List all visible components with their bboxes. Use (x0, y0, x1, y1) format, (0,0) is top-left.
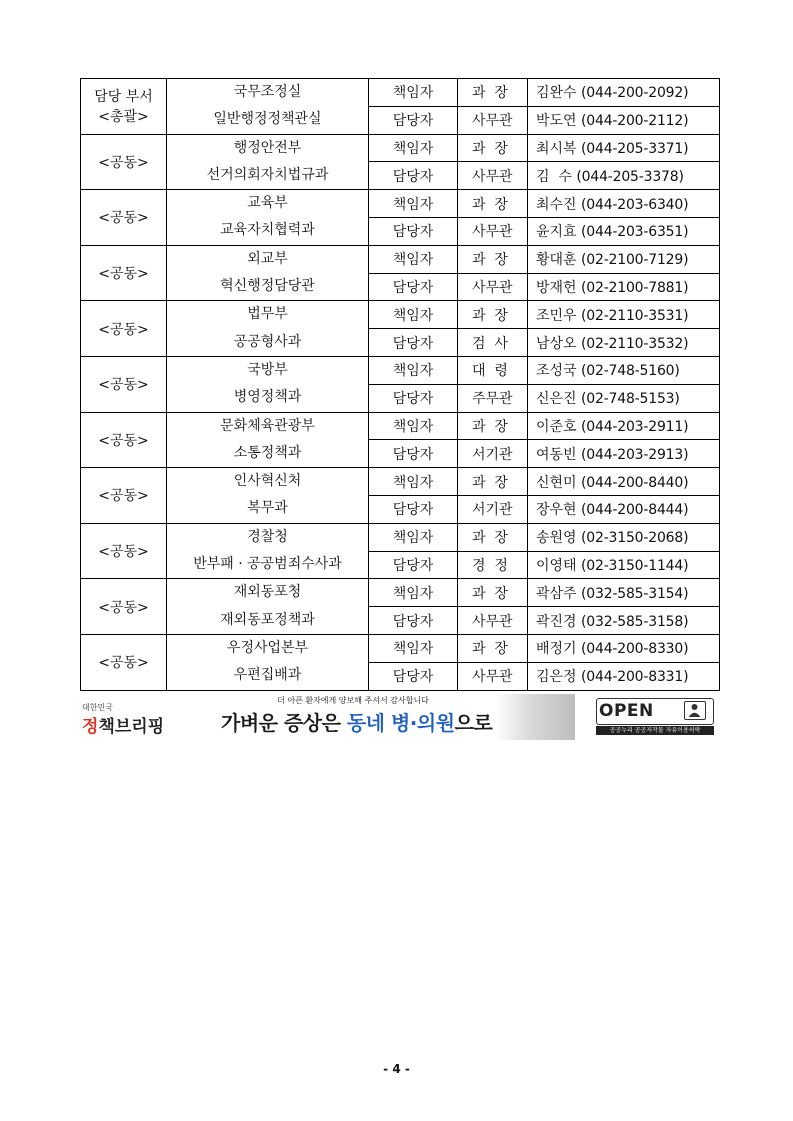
name-phone-cell (528, 106, 720, 134)
table-row (81, 190, 720, 218)
organization-cell (167, 79, 369, 135)
department-cell (81, 356, 167, 412)
contact-name: 신은진 (536, 391, 582, 408)
organization-cell (167, 579, 369, 635)
department-cell (81, 523, 167, 579)
department-cell (81, 412, 167, 468)
organization-line: 공공형사과 (233, 333, 302, 350)
name-phone-cell (528, 356, 720, 384)
name-phone-cell (528, 384, 720, 412)
name-phone-cell (528, 607, 720, 635)
organization-cell (167, 468, 369, 524)
table-row (81, 356, 720, 384)
department-cell (81, 245, 167, 301)
department-line: <공동> (98, 544, 149, 561)
organization-line: 혁신행정담당관 (220, 278, 315, 295)
contact-name: 황대훈 (536, 252, 582, 269)
role-cell: 담당자 (369, 662, 458, 690)
role-cell: 책임자 (369, 356, 458, 384)
contact-phone: (02-748-5160) (581, 363, 680, 380)
organization-cell (167, 412, 369, 468)
department-cell (81, 468, 167, 524)
role-cell: 담당자 (369, 440, 458, 468)
contact-phone: (02-2110-3532) (581, 335, 689, 352)
name-phone-cell (528, 301, 720, 329)
department-line: <총괄> (98, 109, 149, 126)
role-cell: 책임자 (369, 468, 458, 496)
organization-line: 국방부 (247, 361, 288, 378)
role-cell: 담당자 (369, 162, 458, 190)
role-cell: 책임자 (369, 523, 458, 551)
contact-name: 박도연 (536, 113, 582, 130)
contact-name: 남상오 (536, 335, 582, 352)
name-phone-cell (528, 134, 720, 162)
contact-table-body (81, 79, 720, 691)
contact-name: 이준호 (536, 418, 582, 435)
department-line: <공동> (98, 377, 149, 394)
role-cell: 책임자 (369, 190, 458, 218)
table-row (81, 134, 720, 162)
banner-headline: 가벼운 증상은 동네 병·의원으로 (221, 711, 493, 735)
name-phone-cell (528, 79, 720, 107)
contact-name: 김완수 (536, 85, 582, 102)
contact-name: 윤지효 (536, 224, 582, 241)
department-line: <공동> (98, 488, 149, 505)
contact-name: 김은정 (536, 669, 582, 686)
organization-line: 교육자치협력과 (220, 222, 315, 239)
contact-phone: (02-748-5153) (581, 391, 680, 408)
contact-name: 조성국 (536, 363, 582, 380)
organization-line: 교육부 (247, 195, 288, 212)
department-line: <공동> (98, 266, 149, 283)
person-icon (684, 701, 706, 720)
contact-phone: (044-200-2092) (581, 85, 689, 102)
role-cell: 책임자 (369, 79, 458, 107)
position-cell: 사무관 (458, 662, 528, 690)
contact-phone: (02-3150-1144) (581, 557, 689, 574)
contact-phone: (02-3150-2068) (581, 530, 689, 547)
contact-phone: (032-585-3154) (581, 585, 689, 602)
role-cell: 책임자 (369, 134, 458, 162)
department-cell (81, 579, 167, 635)
banner-subtitle: 더 아픈 환자에게 양보해 주셔서 감사합니다 (277, 696, 429, 705)
position-cell: 사무관 (458, 162, 528, 190)
role-cell: 담당자 (369, 551, 458, 579)
contact-phone: (044-200-8330) (581, 641, 689, 658)
position-cell: 사무관 (458, 217, 528, 245)
organization-line: 인사혁신처 (233, 473, 302, 490)
organization-line: 일반행정정책관실 (213, 111, 322, 128)
position-cell: 과 장 (458, 245, 528, 273)
contact-name: 장우현 (536, 502, 582, 519)
organization-line: 행정안전부 (233, 139, 302, 156)
logo-small-text: 대한민국 (82, 703, 113, 712)
contact-name: 최시복 (536, 140, 582, 157)
role-cell: 담당자 (369, 329, 458, 357)
organization-line: 재외동포청 (233, 584, 302, 601)
role-cell: 책임자 (369, 634, 458, 662)
department-cell (81, 634, 167, 690)
position-cell: 서기관 (458, 495, 528, 523)
contact-name: 곽삼주 (536, 585, 582, 602)
department-cell (81, 134, 167, 190)
department-line: <공동> (98, 599, 149, 616)
organization-cell (167, 190, 369, 246)
department-line: <공동> (98, 432, 149, 449)
organization-line: 경찰청 (247, 528, 288, 545)
name-phone-cell (528, 329, 720, 357)
name-phone-cell (528, 523, 720, 551)
name-phone-cell (528, 190, 720, 218)
name-phone-cell (528, 662, 720, 690)
role-cell: 책임자 (369, 579, 458, 607)
name-phone-cell (528, 440, 720, 468)
contact-phone: (044-203-2911) (581, 418, 689, 435)
name-phone-cell (528, 273, 720, 301)
contact-name: 신현미 (536, 474, 582, 491)
name-phone-cell (528, 634, 720, 662)
organization-line: 소통정책과 (233, 444, 302, 461)
contact-phone: (044-203-2913) (581, 446, 689, 463)
position-cell: 과 장 (458, 134, 528, 162)
position-cell: 과 장 (458, 412, 528, 440)
role-cell: 담당자 (369, 495, 458, 523)
organization-line: 병영정책과 (233, 389, 302, 406)
position-cell: 과 장 (458, 468, 528, 496)
name-phone-cell (528, 551, 720, 579)
name-phone-cell (528, 412, 720, 440)
contact-phone: (044-200-8440) (581, 474, 689, 491)
contact-name: 최수진 (536, 196, 582, 213)
contact-phone: (02-2110-3531) (581, 307, 689, 324)
banner-decoration (495, 694, 575, 740)
contact-phone: (044-200-2112) (581, 113, 689, 130)
position-cell: 과 장 (458, 579, 528, 607)
position-cell: 과 장 (458, 79, 528, 107)
contact-name: 이영태 (536, 557, 582, 574)
contact-name: 송원영 (536, 530, 582, 547)
role-cell: 담당자 (369, 384, 458, 412)
table-row (81, 245, 720, 273)
organization-cell (167, 134, 369, 190)
department-cell (81, 190, 167, 246)
organization-cell (167, 245, 369, 301)
position-cell: 과 장 (458, 634, 528, 662)
contact-name: 여동빈 (536, 446, 582, 463)
organization-cell (167, 301, 369, 357)
logo-big-text: 정책브리핑 (82, 717, 165, 737)
table-row (81, 412, 720, 440)
department-line: 담당 부서 (94, 89, 153, 106)
role-cell: 책임자 (369, 301, 458, 329)
name-phone-cell (528, 245, 720, 273)
position-cell: 사무관 (458, 273, 528, 301)
name-phone-cell (528, 217, 720, 245)
department-line: <공동> (98, 655, 149, 672)
organization-line: 외교부 (247, 250, 288, 267)
organization-line: 복무과 (247, 500, 288, 517)
organization-cell (167, 523, 369, 579)
contact-table (80, 78, 720, 691)
position-cell: 검 사 (458, 329, 528, 357)
organization-line: 반부패 · 공공범죄수사과 (193, 556, 342, 573)
organization-line: 문화체육관광부 (220, 417, 315, 434)
organization-line: 재외동포정책과 (220, 611, 315, 628)
position-cell: 경 정 (458, 551, 528, 579)
organization-cell (167, 356, 369, 412)
name-phone-cell (528, 162, 720, 190)
role-cell: 담당자 (369, 217, 458, 245)
contact-phone: (044-200-8331) (581, 669, 689, 686)
position-cell: 대 령 (458, 356, 528, 384)
role-cell: 담당자 (369, 607, 458, 635)
contact-phone: (044-203-6351) (581, 224, 689, 241)
contact-phone: (032-585-3158) (581, 613, 689, 630)
organization-cell (167, 634, 369, 690)
clinic-campaign-banner[interactable] (203, 694, 575, 740)
contact-phone: (044-203-6340) (581, 196, 689, 213)
table-row (81, 468, 720, 496)
contact-name: 방재헌 (536, 279, 582, 296)
position-cell: 사무관 (458, 106, 528, 134)
contact-name: 곽진경 (536, 613, 582, 630)
organization-line: 우편집배과 (233, 667, 302, 684)
table-row (81, 634, 720, 662)
position-cell: 서기관 (458, 440, 528, 468)
role-cell: 담당자 (369, 106, 458, 134)
organization-line: 우정사업본부 (226, 639, 309, 656)
open-license-caption: 공공누리 공공저작물 자유이용허락 (596, 726, 714, 735)
position-cell: 과 장 (458, 301, 528, 329)
organization-line: 법무부 (247, 306, 288, 323)
table-row (81, 523, 720, 551)
page-number: - 4 - (383, 1062, 410, 1076)
organization-line: 선거의회자치법규과 (206, 166, 329, 183)
contact-phone: (02-2100-7129) (581, 252, 689, 269)
table-row (81, 301, 720, 329)
name-phone-cell (528, 468, 720, 496)
contact-phone: (044-205-3378) (576, 168, 684, 185)
contact-phone: (044-205-3371) (581, 140, 689, 157)
contact-phone: (044-200-8444) (581, 502, 689, 519)
position-cell: 과 장 (458, 190, 528, 218)
contact-name: 김 수 (536, 168, 577, 185)
position-cell: 주무관 (458, 384, 528, 412)
position-cell: 과 장 (458, 523, 528, 551)
policy-briefing-logo[interactable] (82, 702, 182, 736)
role-cell: 담당자 (369, 273, 458, 301)
name-phone-cell (528, 495, 720, 523)
position-cell: 사무관 (458, 607, 528, 635)
contact-name: 배정기 (536, 641, 582, 658)
open-license-word: OPEN (599, 701, 654, 721)
contact-name: 조민우 (536, 307, 582, 324)
department-cell (81, 301, 167, 357)
department-line: <공동> (98, 210, 149, 227)
contact-phone: (02-2100-7881) (581, 279, 689, 296)
table-row (81, 79, 720, 107)
name-phone-cell (528, 579, 720, 607)
role-cell: 책임자 (369, 245, 458, 273)
department-line: <공동> (98, 321, 149, 338)
organization-line: 국무조정실 (233, 84, 302, 100)
table-row (81, 579, 720, 607)
role-cell: 책임자 (369, 412, 458, 440)
department-cell (81, 79, 167, 135)
kogl-open-license-badge[interactable] (596, 698, 714, 734)
department-line: <공동> (98, 154, 149, 171)
footer-banner-strip (80, 690, 720, 740)
